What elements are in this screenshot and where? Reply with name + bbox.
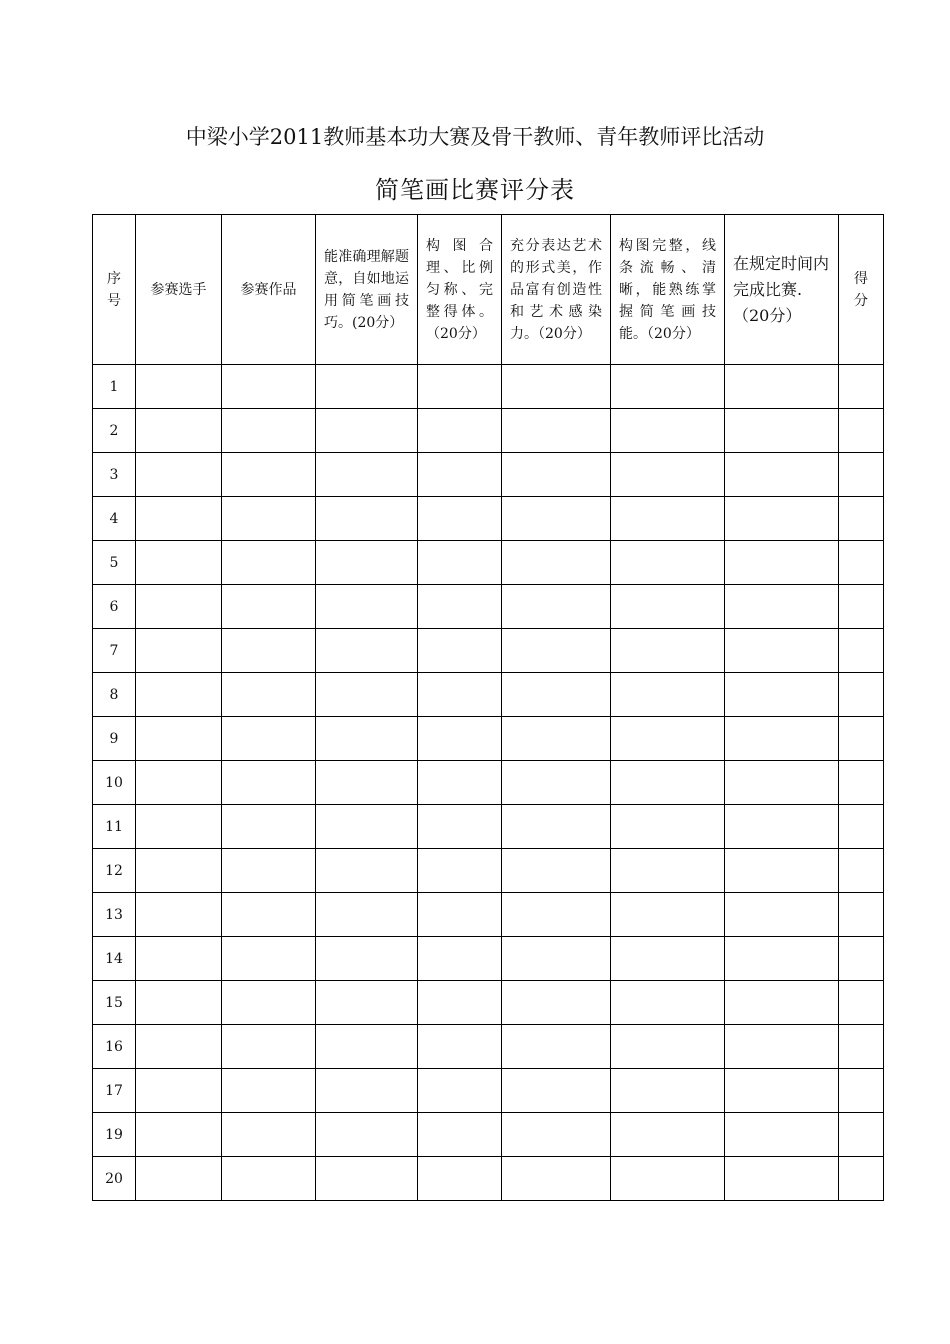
score-cell[interactable] bbox=[725, 673, 839, 717]
score-cell[interactable] bbox=[418, 409, 502, 453]
score-cell[interactable] bbox=[418, 365, 502, 409]
table-row bbox=[93, 541, 884, 585]
score-cell[interactable] bbox=[611, 981, 725, 1025]
score-cell[interactable] bbox=[136, 585, 222, 629]
score-cell[interactable] bbox=[839, 893, 884, 937]
score-cell[interactable] bbox=[725, 981, 839, 1025]
score-cell[interactable] bbox=[839, 541, 884, 585]
table-row bbox=[93, 849, 884, 893]
table-row bbox=[93, 409, 884, 453]
score-cell[interactable] bbox=[418, 629, 502, 673]
score-cell[interactable] bbox=[725, 1025, 839, 1069]
score-cell[interactable] bbox=[316, 805, 418, 849]
score-cell[interactable] bbox=[222, 849, 316, 893]
header-row bbox=[93, 215, 884, 365]
score-cell[interactable] bbox=[502, 1025, 611, 1069]
score-cell[interactable] bbox=[725, 629, 839, 673]
score-cell[interactable] bbox=[136, 761, 222, 805]
score-cell[interactable] bbox=[222, 409, 316, 453]
score-table bbox=[92, 214, 884, 1201]
score-cell[interactable] bbox=[316, 453, 418, 497]
score-cell[interactable] bbox=[136, 365, 222, 409]
score-cell[interactable] bbox=[502, 761, 611, 805]
score-cell[interactable] bbox=[725, 717, 839, 761]
score-cell[interactable] bbox=[502, 497, 611, 541]
score-cell[interactable] bbox=[611, 937, 725, 981]
score-cell[interactable] bbox=[839, 673, 884, 717]
table-row bbox=[93, 893, 884, 937]
table-row bbox=[93, 1113, 884, 1157]
table-row bbox=[93, 673, 884, 717]
score-cell[interactable] bbox=[611, 673, 725, 717]
table-row bbox=[93, 365, 884, 409]
score-cell[interactable] bbox=[418, 497, 502, 541]
document-title: 中梁小学2011教师基本功大赛及骨干教师、青年教师评比活动 bbox=[185, 125, 765, 149]
score-cell[interactable] bbox=[839, 1069, 884, 1113]
score-cell[interactable] bbox=[725, 409, 839, 453]
header-criterion-4: 构图完整，线条流畅、清晰，能熟练掌握简笔画技能。（20分） bbox=[611, 215, 725, 365]
score-cell[interactable] bbox=[136, 1069, 222, 1113]
score-cell[interactable] bbox=[611, 849, 725, 893]
score-cell[interactable] bbox=[725, 365, 839, 409]
score-cell[interactable] bbox=[222, 365, 316, 409]
score-cell[interactable] bbox=[611, 497, 725, 541]
score-cell[interactable] bbox=[316, 717, 418, 761]
score-cell[interactable] bbox=[611, 761, 725, 805]
score-cell[interactable] bbox=[222, 1025, 316, 1069]
row-number: 11 bbox=[93, 805, 136, 849]
score-cell[interactable] bbox=[839, 805, 884, 849]
table-row bbox=[93, 497, 884, 541]
row-number: 3 bbox=[93, 453, 136, 497]
score-cell[interactable] bbox=[502, 1113, 611, 1157]
score-cell[interactable] bbox=[839, 717, 884, 761]
score-cell[interactable] bbox=[502, 365, 611, 409]
score-cell[interactable] bbox=[418, 585, 502, 629]
table-row bbox=[93, 453, 884, 497]
score-cell[interactable] bbox=[222, 453, 316, 497]
header-criterion-2: 构 图 合 理、比例匀称、完整得体。（20分） bbox=[418, 215, 502, 365]
score-cell[interactable] bbox=[725, 453, 839, 497]
score-cell[interactable] bbox=[136, 1113, 222, 1157]
score-cell[interactable] bbox=[611, 717, 725, 761]
score-cell[interactable] bbox=[316, 1069, 418, 1113]
score-cell[interactable] bbox=[418, 673, 502, 717]
score-cell[interactable] bbox=[611, 585, 725, 629]
header-score: 得 分 bbox=[839, 215, 884, 365]
score-cell[interactable] bbox=[839, 849, 884, 893]
score-cell[interactable] bbox=[136, 497, 222, 541]
score-cell[interactable] bbox=[502, 453, 611, 497]
score-cell[interactable] bbox=[222, 937, 316, 981]
score-cell[interactable] bbox=[418, 981, 502, 1025]
score-cell[interactable] bbox=[418, 541, 502, 585]
row-number: 15 bbox=[93, 981, 136, 1025]
score-cell[interactable] bbox=[839, 497, 884, 541]
score-cell[interactable] bbox=[136, 981, 222, 1025]
score-cell[interactable] bbox=[418, 937, 502, 981]
score-cell[interactable] bbox=[839, 1113, 884, 1157]
table-row bbox=[93, 717, 884, 761]
score-cell[interactable] bbox=[222, 497, 316, 541]
header-contestant: 参赛选手 bbox=[136, 215, 222, 365]
row-number: 16 bbox=[93, 1025, 136, 1069]
row-number: 7 bbox=[93, 629, 136, 673]
score-cell[interactable] bbox=[611, 1157, 725, 1201]
score-cell[interactable] bbox=[502, 1157, 611, 1201]
score-cell[interactable] bbox=[502, 541, 611, 585]
table-row bbox=[93, 937, 884, 981]
score-cell[interactable] bbox=[316, 497, 418, 541]
row-number: 2 bbox=[93, 409, 136, 453]
table-row bbox=[93, 1025, 884, 1069]
score-cell[interactable] bbox=[136, 673, 222, 717]
score-cell[interactable] bbox=[418, 717, 502, 761]
score-cell[interactable] bbox=[839, 1157, 884, 1201]
score-cell[interactable] bbox=[611, 541, 725, 585]
score-cell[interactable] bbox=[316, 1157, 418, 1201]
score-cell[interactable] bbox=[316, 585, 418, 629]
score-cell[interactable] bbox=[725, 937, 839, 981]
score-cell[interactable] bbox=[725, 585, 839, 629]
score-cell[interactable] bbox=[136, 893, 222, 937]
score-cell[interactable] bbox=[502, 893, 611, 937]
score-cell[interactable] bbox=[136, 453, 222, 497]
score-cell[interactable] bbox=[839, 1025, 884, 1069]
header-criterion-1: 能准确理解题意，自如地运用简笔画技巧。(20分） bbox=[316, 215, 418, 365]
table-row bbox=[93, 585, 884, 629]
score-cell[interactable] bbox=[611, 805, 725, 849]
score-cell[interactable] bbox=[222, 1113, 316, 1157]
score-cell[interactable] bbox=[222, 1157, 316, 1201]
header-seq: 序 号 bbox=[93, 215, 136, 365]
score-cell[interactable] bbox=[222, 717, 316, 761]
score-cell[interactable] bbox=[136, 849, 222, 893]
score-cell[interactable] bbox=[502, 1069, 611, 1113]
score-cell[interactable] bbox=[502, 673, 611, 717]
score-cell[interactable] bbox=[136, 1025, 222, 1069]
score-cell[interactable] bbox=[611, 893, 725, 937]
score-cell[interactable] bbox=[839, 981, 884, 1025]
score-cell[interactable] bbox=[725, 1113, 839, 1157]
row-number: 5 bbox=[93, 541, 136, 585]
score-cell[interactable] bbox=[725, 761, 839, 805]
score-cell[interactable] bbox=[418, 1025, 502, 1069]
score-cell[interactable] bbox=[316, 893, 418, 937]
score-cell[interactable] bbox=[839, 761, 884, 805]
score-cell[interactable] bbox=[418, 1069, 502, 1113]
score-cell[interactable] bbox=[611, 453, 725, 497]
score-cell[interactable] bbox=[316, 1113, 418, 1157]
score-cell[interactable] bbox=[839, 453, 884, 497]
row-number: 9 bbox=[93, 717, 136, 761]
score-cell[interactable] bbox=[611, 365, 725, 409]
score-cell[interactable] bbox=[316, 937, 418, 981]
header-work: 参赛作品 bbox=[222, 215, 316, 365]
score-cell[interactable] bbox=[725, 893, 839, 937]
score-cell[interactable] bbox=[316, 409, 418, 453]
score-cell[interactable] bbox=[839, 937, 884, 981]
score-cell[interactable] bbox=[502, 717, 611, 761]
score-cell[interactable] bbox=[725, 805, 839, 849]
score-cell[interactable] bbox=[611, 1069, 725, 1113]
score-cell[interactable] bbox=[418, 761, 502, 805]
score-cell[interactable] bbox=[136, 717, 222, 761]
score-cell[interactable] bbox=[316, 673, 418, 717]
row-number: 8 bbox=[93, 673, 136, 717]
score-cell[interactable] bbox=[222, 1069, 316, 1113]
score-cell[interactable] bbox=[611, 629, 725, 673]
score-cell[interactable] bbox=[611, 409, 725, 453]
score-cell[interactable] bbox=[136, 409, 222, 453]
score-cell[interactable] bbox=[222, 893, 316, 937]
score-cell[interactable] bbox=[725, 849, 839, 893]
score-cell[interactable] bbox=[316, 761, 418, 805]
table-row bbox=[93, 1069, 884, 1113]
score-cell[interactable] bbox=[222, 585, 316, 629]
score-cell[interactable] bbox=[725, 497, 839, 541]
score-cell[interactable] bbox=[222, 761, 316, 805]
score-cell[interactable] bbox=[611, 1113, 725, 1157]
row-number: 1 bbox=[93, 365, 136, 409]
score-cell[interactable] bbox=[418, 1113, 502, 1157]
score-cell[interactable] bbox=[136, 805, 222, 849]
score-cell[interactable] bbox=[418, 1157, 502, 1201]
score-cell[interactable] bbox=[502, 981, 611, 1025]
score-cell[interactable] bbox=[136, 629, 222, 673]
score-cell[interactable] bbox=[222, 805, 316, 849]
table-row bbox=[93, 1157, 884, 1201]
row-number: 10 bbox=[93, 761, 136, 805]
score-cell[interactable] bbox=[136, 541, 222, 585]
row-number: 19 bbox=[93, 1113, 136, 1157]
table-row bbox=[93, 761, 884, 805]
score-cell[interactable] bbox=[502, 805, 611, 849]
score-cell[interactable] bbox=[418, 453, 502, 497]
score-cell[interactable] bbox=[316, 541, 418, 585]
score-cell[interactable] bbox=[502, 937, 611, 981]
score-cell[interactable] bbox=[222, 541, 316, 585]
score-cell[interactable] bbox=[502, 629, 611, 673]
score-cell[interactable] bbox=[316, 1025, 418, 1069]
table-body bbox=[93, 365, 884, 1201]
score-cell[interactable] bbox=[316, 365, 418, 409]
score-cell[interactable] bbox=[418, 805, 502, 849]
score-cell[interactable] bbox=[136, 1157, 222, 1201]
score-cell[interactable] bbox=[611, 1025, 725, 1069]
score-cell[interactable] bbox=[316, 981, 418, 1025]
header-criterion-5: 在规定时间内完成比赛.（20分） bbox=[725, 215, 839, 365]
row-number: 13 bbox=[93, 893, 136, 937]
score-cell[interactable] bbox=[839, 365, 884, 409]
header-criterion-3: 充分表达艺术的形式美，作品富有创造性和艺术感染力。（20分） bbox=[502, 215, 611, 365]
row-number: 12 bbox=[93, 849, 136, 893]
score-cell[interactable] bbox=[502, 409, 611, 453]
table-row bbox=[93, 805, 884, 849]
score-cell[interactable] bbox=[222, 629, 316, 673]
score-cell[interactable] bbox=[725, 1157, 839, 1201]
table-row bbox=[93, 981, 884, 1025]
score-cell[interactable] bbox=[418, 849, 502, 893]
score-cell[interactable] bbox=[222, 981, 316, 1025]
row-number: 4 bbox=[93, 497, 136, 541]
score-cell[interactable] bbox=[502, 849, 611, 893]
score-cell[interactable] bbox=[136, 937, 222, 981]
row-number: 17 bbox=[93, 1069, 136, 1113]
score-cell[interactable] bbox=[222, 673, 316, 717]
score-cell[interactable] bbox=[316, 849, 418, 893]
score-cell[interactable] bbox=[418, 893, 502, 937]
score-cell[interactable] bbox=[839, 629, 884, 673]
table-title: 简笔画比赛评分表 bbox=[375, 176, 575, 204]
row-number: 6 bbox=[93, 585, 136, 629]
table-row bbox=[93, 629, 884, 673]
score-cell[interactable] bbox=[725, 1069, 839, 1113]
score-cell[interactable] bbox=[316, 629, 418, 673]
score-cell[interactable] bbox=[839, 585, 884, 629]
row-number: 14 bbox=[93, 937, 136, 981]
score-cell[interactable] bbox=[839, 409, 884, 453]
score-cell[interactable] bbox=[502, 585, 611, 629]
row-number: 20 bbox=[93, 1157, 136, 1201]
score-cell[interactable] bbox=[725, 541, 839, 585]
